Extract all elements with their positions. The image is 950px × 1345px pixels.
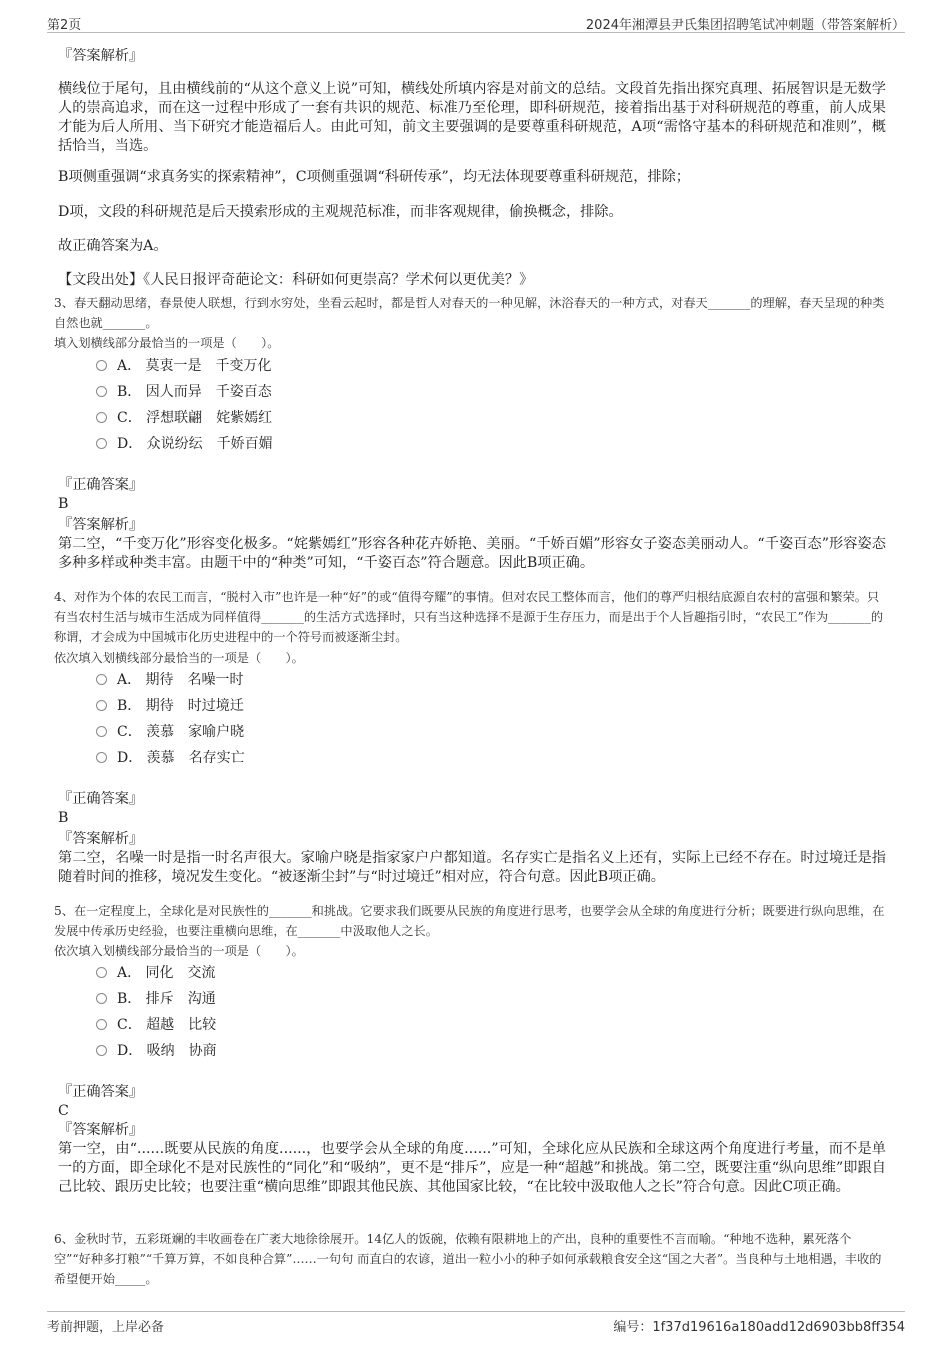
radio-icon[interactable] bbox=[96, 360, 107, 371]
question-4-prompt: 依次填入划横线部分最恰当的一项是（ ）。 bbox=[54, 651, 304, 665]
question-3-stem: 3、春天翻动思绪，春景使人联想，行到水穷处，坐看云起时，都是哲人对春天的一种见解，沐浴春天的一种方式，对春天_______的理解，春天呈现的种类自然也就_______。 bbox=[54, 296, 885, 330]
q3-answer-label: 『正确答案』 bbox=[58, 477, 144, 493]
q4-answer: B bbox=[58, 810, 69, 826]
q5-option-b[interactable]: B． 排斥 沟通 bbox=[96, 990, 216, 1008]
q3-option-c[interactable]: C． 浮想联翩 姹紫嫣红 bbox=[96, 409, 272, 427]
q3-option-d[interactable]: D． 众说纷纭 千娇百媚 bbox=[96, 435, 273, 453]
q3-answer: B bbox=[58, 496, 69, 512]
radio-icon[interactable] bbox=[96, 1045, 107, 1056]
page-header bbox=[47, 14, 905, 33]
radio-icon[interactable] bbox=[96, 412, 107, 423]
q5-option-d[interactable]: D． 吸纳 协商 bbox=[96, 1042, 217, 1060]
q4-analysis-label: 『答案解析』 bbox=[58, 831, 144, 847]
analysis-label: 『答案解析』 bbox=[58, 48, 144, 64]
q4-answer-label: 『正确答案』 bbox=[58, 791, 144, 807]
question-5-prompt: 依次填入划横线部分最恰当的一项是（ ）。 bbox=[54, 944, 304, 958]
analysis-para-2: B项侧重强调“求真务实的探索精神”，C项侧重强调“科研传承”，均无法体现要尊重科研规范，排除； bbox=[58, 169, 690, 185]
q4-option-b[interactable]: B． 期待 时过境迁 bbox=[96, 697, 244, 715]
analysis-para-1: 横线位于尾句，且由横线前的“从这个意义上说”可知，横线处所填内容是对前文的总结。文段首先指出探究真理、拓展智识是无数学人的崇高追求，而在这一过程中形成了一套有共识的规范、标准乃至伦理，即科研规范，接着指出基于对科研规范的尊重，前人成果才能为后人所用、当下研究才能造福后人。由此可知，前文主要强调的是要尊重科研规范，A项“需恪守基本的科研规范和准则”，概括恰当，当选。 bbox=[58, 81, 886, 154]
analysis-para-3: D项，文段的科研规范是后天摸索形成的主观规范标准，而非客观规律，偷换概念，排除。 bbox=[58, 204, 623, 220]
q4-option-d[interactable]: D． 羡慕 名存实亡 bbox=[96, 749, 245, 767]
q3-analysis: 第二空，“千变万化”形容变化极多。“姹紫嫣红”形容各种花卉娇艳、美丽。“千娇百媚”形容女子姿态美丽动人。“千姿百态”形容姿态多种多样或种类丰富。由题干中的“种类”可知，“千姿百态”符合题意。因此B项正确。 bbox=[58, 536, 886, 571]
q3-option-b[interactable]: B． 因人而异 千姿百态 bbox=[96, 383, 272, 401]
radio-icon[interactable] bbox=[96, 386, 107, 397]
question-4-stem: 4、对作为个体的农民工而言，“脱村入市”也许是一种“好”的或“值得夸耀”的事情。但对农民工整体而言，他们的尊严归根结底源自农村的富强和繁荣。只有当农村生活与城市生活成为同样值得_______的生活方式选择时，只有当这种选择不是源于生存压力，而是出于个人旨趣指引时，“农民工”作为_______的称谓，才会成为中国城市化历史进程中的一个符号而被逐渐尘封。 bbox=[54, 590, 884, 644]
question-3-prompt: 填入划横线部分最恰当的一项是（ ）。 bbox=[54, 336, 280, 350]
radio-icon[interactable] bbox=[96, 726, 107, 737]
q4-analysis: 第二空，名噪一时是指一时名声很大。家喻户晓是指家家户户都知道。名存实亡是指名义上还有，实际上已经不存在。时过境迁是指随着时间的推移，境况发生变化。“被逐渐尘封”与“时过境迁”相对应，符合句意。因此B项正确。 bbox=[58, 850, 886, 885]
radio-icon[interactable] bbox=[96, 674, 107, 685]
question-6-stem: 6、金秋时节，五彩斑斓的丰收画卷在广袤大地徐徐展开。14亿人的饭碗，依赖有限耕地上的产出，良种的重要性不言而喻。“种地不选种，累死落个空”“好种多打粮”“千算万算，不如良种合算”……一句句 而直白的农谚，道出一粒小小的种子如何承载粮食安全这“国之大者”。当良种与土地相遇，丰收的希望便开始_____。 bbox=[54, 1232, 882, 1286]
radio-icon[interactable] bbox=[96, 752, 107, 763]
analysis-conclusion: 故正确答案为A。 bbox=[58, 238, 168, 254]
page-footer bbox=[47, 1311, 905, 1335]
footer-slogan: 考前押题，上岸必备 bbox=[47, 1320, 165, 1335]
radio-icon[interactable] bbox=[96, 993, 107, 1004]
q5-analysis: 第一空，由“......既要从民族的角度......，也要学会从全球的角度......”可知，全球化应从民族和全球这两个角度进行考量，而不是单一的方面，即全球化不是对民族性的“同化”和“吸纳”，更不是“排斥”，应是一种“超越”和挑战。第二空，既要注重“纵向思维”即跟自己比较、跟历史比较；也要注重“横向思维”即跟其他民族、其他国家比较，“在比较中汲取他人之长”符合句意。因此C项正确。 bbox=[58, 1141, 886, 1195]
q5-option-c[interactable]: C． 超越 比较 bbox=[96, 1016, 216, 1034]
document-title: 2024年湘潭县尹氏集团招聘笔试冲刺题（带答案解析） bbox=[585, 18, 905, 33]
q4-option-c[interactable]: C． 羡慕 家喻户晓 bbox=[96, 723, 244, 741]
q5-answer: C bbox=[58, 1103, 69, 1119]
document-id: 编号：1f37d19616a180add12d6903bb8ff354 bbox=[613, 1320, 905, 1335]
radio-icon[interactable] bbox=[96, 438, 107, 449]
q5-analysis-label: 『答案解析』 bbox=[58, 1122, 144, 1138]
q5-answer-label: 『正确答案』 bbox=[58, 1084, 144, 1100]
radio-icon[interactable] bbox=[96, 700, 107, 711]
page-number: 第2页 bbox=[47, 18, 82, 33]
question-5-stem: 5、在一定程度上，全球化是对民族性的_______和挑战。它要求我们既要从民族的角度进行思考，也要学会从全球的角度进行分析；既要进行纵向思维，在发展中传承历史经验，也要注重横向思维，在_______中汲取他人之长。 bbox=[54, 904, 885, 938]
q3-option-a[interactable]: A． 莫衷一是 千变万化 bbox=[96, 357, 272, 375]
q5-option-a[interactable]: A． 同化 交流 bbox=[96, 964, 216, 982]
source-note: 【文段出处】《人民日报评奇葩论文：科研如何更崇高？学术何以更优美？》 bbox=[58, 272, 534, 288]
radio-icon[interactable] bbox=[96, 967, 107, 978]
q4-option-a[interactable]: A． 期待 名噪一时 bbox=[96, 671, 244, 689]
radio-icon[interactable] bbox=[96, 1019, 107, 1030]
q3-analysis-label: 『答案解析』 bbox=[58, 517, 144, 533]
